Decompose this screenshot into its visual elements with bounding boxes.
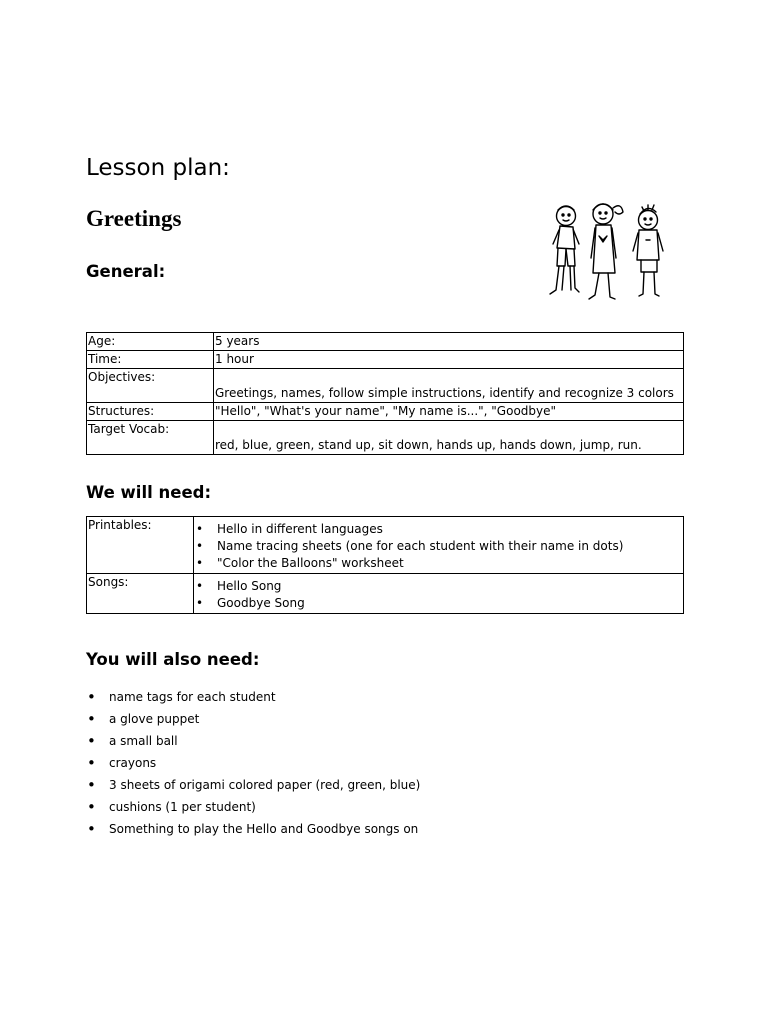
list-item: • 3 sheets of origami colored paper (red, green, blue)	[86, 774, 686, 796]
boy-right-figure	[633, 205, 663, 296]
row-value-cell	[214, 369, 684, 403]
row-label: Songs:	[87, 574, 194, 614]
row-value-cell	[214, 421, 684, 455]
row-label: Time:	[87, 351, 214, 369]
list-item: • a glove puppet	[86, 708, 686, 730]
row-value: "Hello", "What's your name", "My name is...", "Goodbye"	[214, 403, 684, 421]
list-item: • a small ball	[86, 730, 686, 752]
table-row	[87, 574, 684, 614]
list-item: • Goodbye Song	[195, 595, 682, 612]
lesson-title: Greetings	[86, 206, 182, 231]
table-row	[87, 369, 684, 403]
row-value: red, blue, green, stand up, sit down, hands up, hands down, jump, run.	[215, 438, 642, 452]
row-label: Structures:	[87, 403, 214, 421]
printables-list	[195, 521, 682, 572]
also-need-list	[86, 686, 686, 840]
list-item: • Hello Song	[195, 578, 682, 595]
lesson-label: Lesson plan:	[86, 155, 230, 181]
table-row	[87, 403, 684, 421]
general-heading: General:	[86, 262, 166, 281]
list-item: • crayons	[86, 752, 686, 774]
three-kids-illustration	[536, 198, 672, 310]
list-item: • Name tracing sheets (one for each student with their name in dots)	[195, 538, 682, 555]
row-label: Target Vocab:	[87, 421, 214, 455]
we-will-need-heading: We will need:	[86, 483, 212, 502]
row-value: 5 years	[214, 333, 684, 351]
songs-cell	[194, 574, 684, 614]
songs-list	[195, 578, 682, 612]
list-item: • Hello in different languages	[195, 521, 682, 538]
list-item: • cushions (1 per student)	[86, 796, 686, 818]
printables-cell	[194, 517, 684, 574]
list-item: • Something to play the Hello and Goodbye songs on	[86, 818, 686, 840]
girl-middle-figure	[589, 204, 623, 299]
list-item: • "Color the Balloons" worksheet	[195, 555, 682, 572]
boy-left-figure	[550, 206, 579, 294]
list-item: • name tags for each student	[86, 686, 686, 708]
row-label: Printables:	[87, 517, 194, 574]
row-label: Age:	[87, 333, 214, 351]
materials-table	[86, 516, 684, 614]
table-row	[87, 517, 684, 574]
general-info-table	[86, 332, 684, 455]
table-row	[87, 421, 684, 455]
row-label: Objectives:	[87, 369, 214, 403]
row-value: Greetings, names, follow simple instructions, identify and recognize 3 colors	[215, 386, 674, 400]
row-value: 1 hour	[214, 351, 684, 369]
you-will-also-need-heading: You will also need:	[86, 650, 260, 669]
table-row	[87, 351, 684, 369]
table-row	[87, 333, 684, 351]
